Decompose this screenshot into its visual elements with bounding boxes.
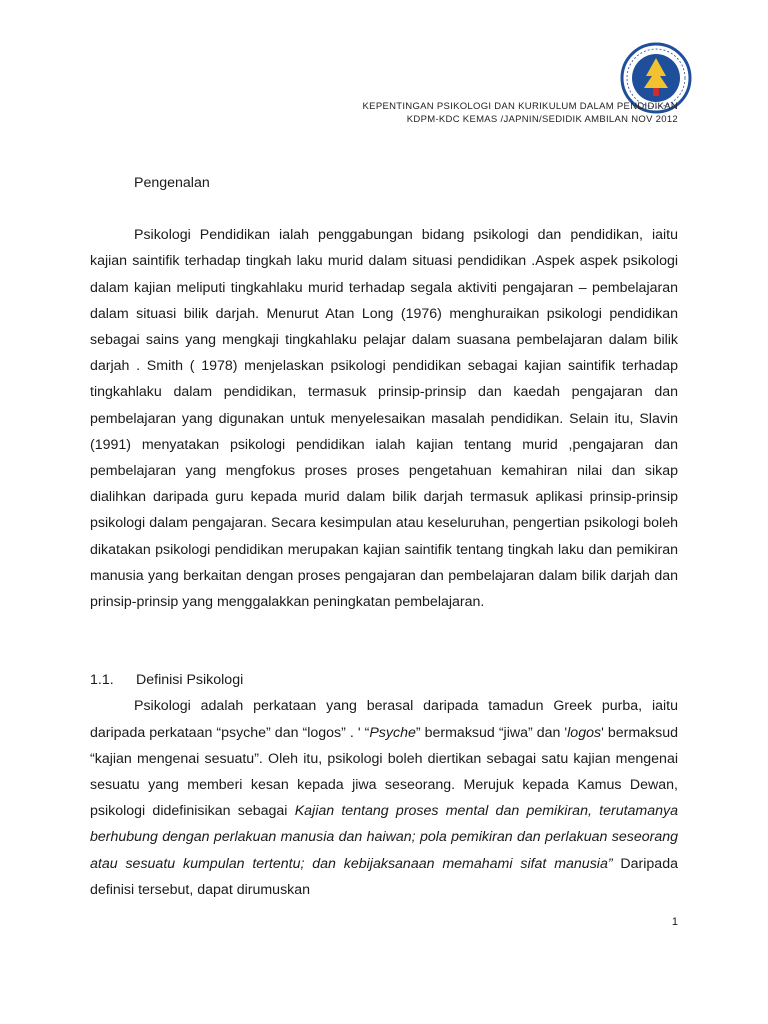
definition-text-part1: Psikologi adalah perkataan yang berasal daripada tamadun Greek purba, iaitu daripada perkataan “psyche” dan “logos” . ' “ <box>90 698 678 741</box>
page-number: 1 <box>671 916 678 928</box>
definition-text-part3: ' bermaksud “kajian mengenai sesuatu”. Oleh itu, psikologi boleh diertikan sebagai satu kajian mengenai sesuatu yang memberi kesan kepada jiwa seseorang. Merujuk kepada Kamus Dewan, psikologi didefinisikan sebagai <box>90 724 678 820</box>
section-heading-definisi <box>90 667 678 693</box>
section-heading-pengenalan: Pengenalan <box>134 175 210 191</box>
term-logos: logos <box>567 724 602 741</box>
section-title: Definisi Psikologi <box>136 672 244 689</box>
document-body <box>90 170 678 903</box>
kamus-dewan-definition: Kajian tentang proses mental dan pemikiran, terutamanya berhubung dengan perlakuan manusia dan haiwan; pola pemikiran dan perlakuan seseorang atau sesuatu kumpulan tertentu; dan kebijaksanaan memahami sifat manusia” <box>90 803 678 872</box>
term-psyche: Psyche <box>369 724 416 741</box>
header-title: KEPENTINGAN PSIKOLOGI DAN KURIKULUM DALAM PENDIDIKAN <box>362 101 678 112</box>
definition-text-part2: ” bermaksud “jiwa” dan ' <box>415 724 568 741</box>
document-header <box>363 100 678 126</box>
intro-paragraph: Psikologi Pendidikan ialah penggabungan bidang psikologi dan pendidikan, iaitu kajian saintifik terhadap tingkah laku murid dalam situasi pendidikan .Aspek aspek psikologi dalam kajian meliputi tingkahlaku murid terhadap segala aktiviti pengajaran – pembelajaran dalam situasi bilik darjah. Menurut Atan Long (1976) menghuraikan psikologi pendidikan sebagai sains yang mengkaji tingkahlaku pelajar dalam suasana pembelajaran dalam bilik darjah . Smith ( 1978) menjelaskan psikologi pendidikan sebagai kajian saintifik terhadap tingkahlaku dalam pendidikan, termasuk prinsip-prinsip dan kaedah pengajaran dan pembelajaran yang digunakan untuk menyelesaikan masalah pendidikan. Selain itu, Slavin (1991) menyatakan psikologi pendidikan ialah kajian tentang murid ,pengajaran dan pembelajaran yang mengfokus proses proses pengetahuan kemahiran nilai dan sikap dialihkan daripada guru kepada murid dalam bilik darjah termasuk aplikasi prinsip-prinsip psikologi dalam pengajaran. Secara kesimpulan atau keseluruhan, pengertian psikologi boleh dikatakan psikologi pendidikan merupakan kajian saintifik tentang tingkah laku dan pemikiran manusia yang berkaitan dengan proses pengajaran dan pembelajaran dalam bilik darjah dan prinsip-prinsip yang menggalakkan peningkatan pembelajaran. <box>90 227 678 611</box>
definition-paragraph <box>90 693 678 903</box>
header-subtitle: KDPM-KDC KEMAS /JAPNIN/SEDIDIK AMBILAN NOV 2012 <box>406 114 678 125</box>
definition-text-part4: Daripada definisi tersebut, dapat dirumuskan <box>90 855 678 898</box>
section-number: 1.1. <box>90 672 114 689</box>
